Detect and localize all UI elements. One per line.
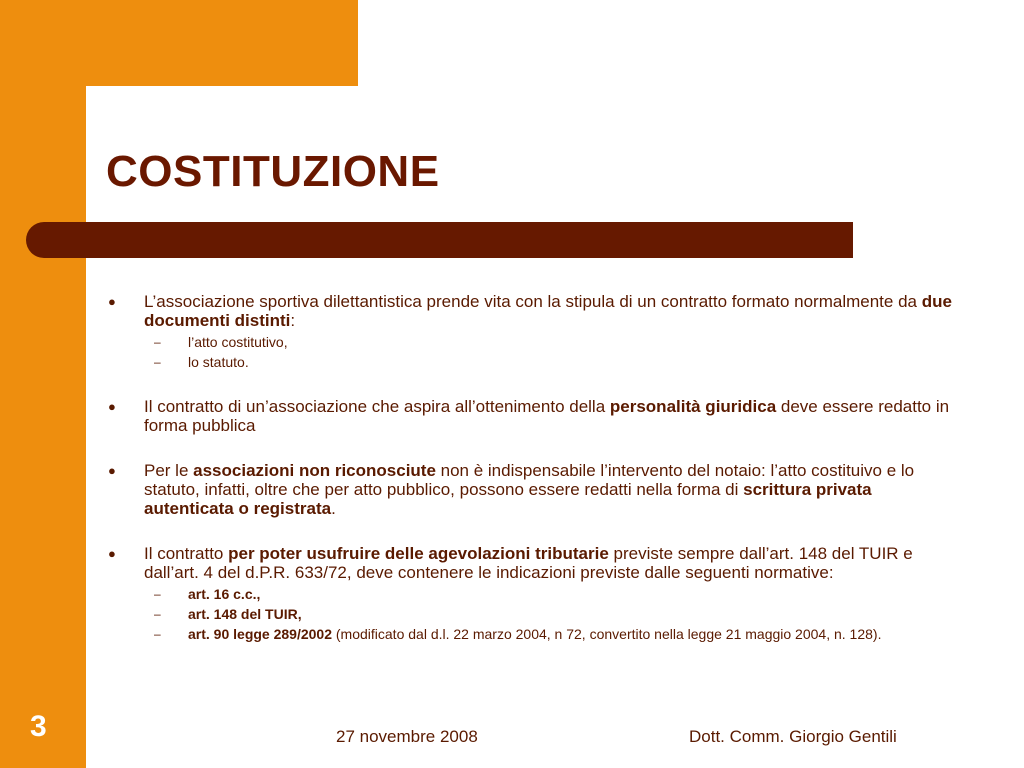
sub-item-text xyxy=(188,606,302,622)
sub-list xyxy=(106,586,956,643)
slide-title: COSTITUZIONE xyxy=(106,147,440,196)
bold-text: art. 148 del TUIR, xyxy=(188,606,302,622)
bullet-item xyxy=(106,292,956,371)
text-run: previste sempre dall’art. 148 del TUIR e dall’art. 4 del d.P.R. 633/72, deve contenere le indicazioni previste dalle seguenti normative: xyxy=(144,544,913,582)
bullet-item xyxy=(106,544,956,643)
sub-item-text xyxy=(188,354,249,370)
bullet-dot-icon: ● xyxy=(108,463,116,478)
bold-text: per poter usufruire delle agevolazioni tributarie xyxy=(228,544,609,563)
text-run: non è indispensabile l’intervento del notaio: l’atto costituivo e lo statuto, infatti, oltre che per atto pubblico, possono essere redatti nella forma di xyxy=(144,461,915,499)
dash-icon: – xyxy=(154,607,161,621)
dash-icon: – xyxy=(154,355,161,369)
dash-icon: – xyxy=(154,587,161,601)
bold-text: due documenti distinti xyxy=(144,292,952,330)
bold-text: associazioni non riconosciute xyxy=(193,461,436,480)
text-run: . xyxy=(331,499,336,518)
sub-item xyxy=(144,334,956,351)
bold-text: art. 90 legge 289/2002 xyxy=(188,626,332,642)
bold-text: scrittura privata autenticata o registrata xyxy=(144,480,872,518)
sub-item-text xyxy=(188,334,288,350)
bullet-item xyxy=(106,397,956,435)
footer-author: Dott. Comm. Giorgio Gentili xyxy=(689,727,897,746)
bullet-text xyxy=(144,397,956,435)
bullet-dot-icon: ● xyxy=(108,546,116,561)
title-underline-bar xyxy=(26,222,853,258)
sub-item xyxy=(144,606,956,623)
text-run: (modificato dal d.l. 22 marzo 2004, n 72, convertito nella legge 21 maggio 2004, n. 128). xyxy=(332,626,882,642)
bullet-text xyxy=(144,544,956,582)
footer-date: 27 novembre 2008 xyxy=(336,727,478,746)
bullet-dot-icon: ● xyxy=(108,294,116,309)
sub-item-text xyxy=(188,626,881,642)
bullet-text xyxy=(144,461,956,518)
sub-item xyxy=(144,626,956,643)
bullet-text xyxy=(144,292,956,330)
orange-side-band xyxy=(0,0,86,768)
text-run: Il contratto di un’associazione che aspira all’ottenimento della xyxy=(144,397,610,416)
text-run: Il contratto xyxy=(144,544,229,563)
sub-list xyxy=(106,334,956,371)
bullet-dot-icon: ● xyxy=(108,399,116,414)
sub-item-text xyxy=(188,586,260,602)
bullet-list xyxy=(106,292,956,643)
text-run: deve essere redatto in forma pubblica xyxy=(144,397,950,435)
bold-text: art. 16 c.c., xyxy=(188,586,261,602)
text-run: l’atto costitutivo, xyxy=(188,334,288,350)
text-run: Per le xyxy=(144,461,194,480)
slide-number: 3 xyxy=(30,710,47,743)
dash-icon: – xyxy=(154,627,161,641)
sub-item xyxy=(144,586,956,603)
sub-item xyxy=(144,354,956,371)
text-run: lo statuto. xyxy=(188,354,249,370)
orange-top-block xyxy=(0,0,358,86)
text-run: L’associazione sportiva dilettantistica prende vita con la stipula di un contratto formato normalmente da xyxy=(144,292,922,311)
text-run: : xyxy=(290,311,296,330)
bold-text: personalità giuridica xyxy=(609,397,777,416)
dash-icon: – xyxy=(154,335,161,349)
bullet-item xyxy=(106,461,956,518)
